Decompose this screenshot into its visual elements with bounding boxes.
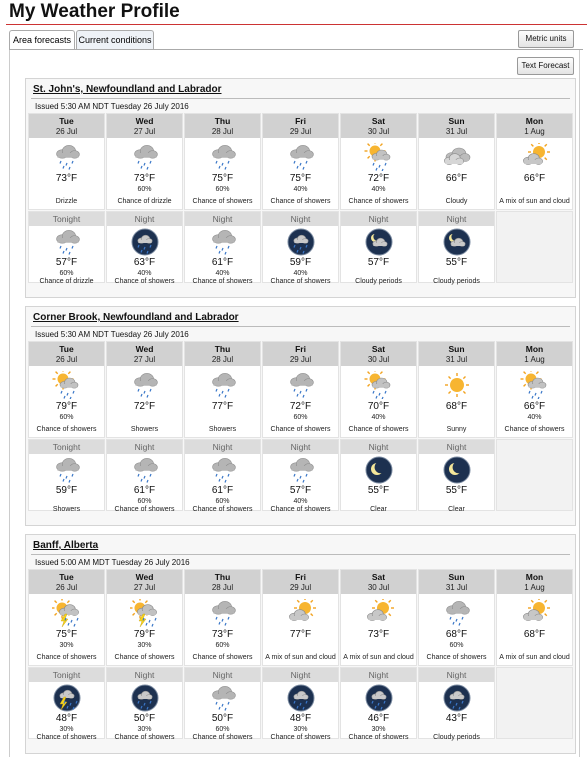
condition-text: Chance of showers: [504, 426, 565, 433]
precip-chance: 40%: [293, 186, 308, 193]
moon-cloud-icon: [442, 228, 472, 256]
day-forecast-cell: [106, 569, 183, 666]
condition-text: Chance of showers: [426, 654, 487, 661]
moon-clear-icon: [442, 456, 472, 484]
day-date: 27 Jul: [133, 355, 156, 364]
low-temperature: 57°F: [55, 257, 78, 268]
day-header: [341, 114, 416, 138]
issued-time: Issued 5:30 AM NDT Tuesday 26 July 2016: [35, 102, 189, 111]
low-temperature: 61°F: [133, 485, 156, 496]
precip-chance: 60%: [137, 186, 152, 193]
day-header: [185, 570, 260, 594]
low-temperature: 48°F: [289, 713, 312, 724]
night-forecast-cell: [106, 667, 183, 739]
high-temperature: 72°F: [133, 401, 156, 412]
low-temperature: 50°F: [211, 713, 234, 724]
day-header: [263, 114, 338, 138]
night-forecast-cell: [418, 667, 495, 739]
day-date: 1 Aug: [524, 583, 545, 592]
night-forecast-cell: [184, 667, 261, 739]
condition-text: Clear: [370, 506, 387, 513]
day-forecast-cell: [262, 569, 339, 666]
condition-text: Chance of showers: [36, 426, 97, 433]
moon-cloud-icon: [364, 228, 394, 256]
moon-showers-icon: [130, 684, 160, 712]
cloud-showers-icon: [286, 371, 316, 399]
moon-showers-icon: [286, 228, 316, 256]
day-forecast-cell: [496, 569, 573, 666]
night-forecast-cell: [28, 439, 105, 511]
condition-text: Chance of showers: [192, 278, 253, 285]
low-temperature: 55°F: [445, 485, 468, 496]
precip-chance: 40%: [371, 186, 386, 193]
night-header: Night: [107, 212, 182, 226]
low-temperature: 43°F: [445, 713, 468, 724]
condition-text: Chance of showers: [348, 734, 409, 741]
night-header: Tonight: [29, 440, 104, 454]
condition-text: Drizzle: [55, 198, 78, 205]
precip-chance: 40%: [137, 270, 152, 277]
day-header: [419, 114, 494, 138]
day-date: 29 Jul: [289, 355, 312, 364]
day-name: Sat: [371, 572, 386, 582]
day-name: Fri: [295, 116, 306, 126]
section-divider: [31, 554, 570, 555]
condition-text: Showers: [130, 426, 159, 433]
day-header: [497, 570, 572, 594]
sun-cloud-thunder-icon: [52, 599, 82, 627]
day-header: [341, 570, 416, 594]
day-date: 29 Jul: [289, 583, 312, 592]
low-temperature: 61°F: [211, 257, 234, 268]
condition-text: A mix of sun and cloud: [343, 654, 414, 661]
low-temperature: 55°F: [445, 257, 468, 268]
low-temperature: 46°F: [367, 713, 390, 724]
high-temperature: 66°F: [523, 173, 546, 184]
sun-cloud-icon: [520, 599, 550, 627]
high-temperature: 68°F: [445, 401, 468, 412]
condition-text: Cloudy periods: [355, 278, 402, 285]
day-header: [419, 570, 494, 594]
precip-chance: 60%: [449, 642, 464, 649]
sun-cloud-showers-icon: [364, 143, 394, 171]
day-forecast-cell: [418, 113, 495, 210]
day-date: 31 Jul: [445, 583, 468, 592]
precip-chance: 40%: [293, 270, 308, 277]
condition-text: Chance of showers: [270, 734, 331, 741]
sun-cloud-thunder-icon: [130, 599, 160, 627]
day-date: 30 Jul: [367, 127, 390, 136]
page-title: My Weather Profile: [9, 1, 180, 22]
condition-text: Chance of showers: [348, 426, 409, 433]
metric-units-button[interactable]: Metric units: [518, 30, 574, 48]
condition-text: Chance of drizzle: [39, 278, 94, 285]
condition-text: Chance of showers: [114, 506, 175, 513]
moon-thunder-icon: [52, 684, 82, 712]
day-name: Sat: [371, 344, 386, 354]
cloud-showers-icon: [208, 228, 238, 256]
condition-text: Chance of showers: [36, 734, 97, 741]
cloud-showers-icon: [208, 371, 238, 399]
precip-chance: 40%: [527, 414, 542, 421]
condition-text: Chance of showers: [36, 654, 97, 661]
night-header: Night: [341, 440, 416, 454]
night-forecast-cell: [262, 439, 339, 511]
day-header: [185, 114, 260, 138]
cloud-showers-icon: [52, 456, 82, 484]
condition-text: Chance of showers: [114, 278, 175, 285]
issued-time: Issued 5:00 AM MDT Tuesday 26 July 2016: [35, 558, 190, 567]
sun-cloud-showers-icon: [364, 371, 394, 399]
day-name: Tue: [59, 572, 74, 582]
day-name: Wed: [135, 572, 154, 582]
high-temperature: 66°F: [523, 401, 546, 412]
high-temperature: 77°F: [211, 401, 234, 412]
day-date: 30 Jul: [367, 355, 390, 364]
night-header: Night: [341, 212, 416, 226]
day-date: 27 Jul: [133, 127, 156, 136]
day-name: Mon: [525, 572, 544, 582]
night-forecast-cell: [28, 667, 105, 739]
day-date: 28 Jul: [211, 583, 234, 592]
condition-text: Chance of showers: [192, 506, 253, 513]
precip-chance: 30%: [137, 726, 152, 733]
cloud-showers-icon: [130, 143, 160, 171]
day-forecast-cell: [340, 341, 417, 438]
precip-chance: 60%: [137, 498, 152, 505]
night-header: Night: [263, 668, 338, 682]
day-header: [263, 342, 338, 366]
precip-chance: 60%: [215, 642, 230, 649]
precip-chance: 30%: [137, 642, 152, 649]
location-link[interactable]: Corner Brook, Newfoundland and Labrador: [33, 312, 239, 323]
day-forecast-cell: [340, 113, 417, 210]
section-divider: [31, 326, 570, 327]
location-link[interactable]: St. John's, Newfoundland and Labrador: [33, 84, 222, 95]
high-temperature: 66°F: [445, 173, 468, 184]
precip-chance: 30%: [371, 726, 386, 733]
high-temperature: 68°F: [523, 629, 546, 640]
condition-text: Cloudy periods: [433, 734, 480, 741]
night-header: Night: [419, 440, 494, 454]
high-temperature: 73°F: [211, 629, 234, 640]
sun-cloud-icon: [364, 599, 394, 627]
day-header: [107, 114, 182, 138]
cloud-icon: [442, 143, 472, 171]
day-name: Thu: [214, 572, 231, 582]
day-forecast-cell: [184, 341, 261, 438]
night-header: Tonight: [29, 212, 104, 226]
precip-chance: 40%: [371, 414, 386, 421]
day-date: 28 Jul: [211, 127, 234, 136]
night-forecast-cell: [28, 211, 105, 283]
condition-text: Sunny: [446, 426, 467, 433]
day-forecast-cell: [418, 341, 495, 438]
text-forecast-button[interactable]: Text Forecast: [517, 57, 574, 75]
day-header: [185, 342, 260, 366]
day-forecast-cell: [262, 341, 339, 438]
condition-text: Cloudy: [445, 198, 468, 205]
high-temperature: 73°F: [133, 173, 156, 184]
low-temperature: 59°F: [289, 257, 312, 268]
day-header: [341, 342, 416, 366]
night-forecast-cell: [340, 439, 417, 511]
condition-text: Chance of drizzle: [117, 198, 172, 205]
day-header: [107, 342, 182, 366]
cloud-drizzle-icon: [52, 143, 82, 171]
condition-text: Cloudy periods: [433, 278, 480, 285]
cloud-showers-icon: [208, 456, 238, 484]
night-forecast-cell: [184, 439, 261, 511]
sun-cloud-icon: [520, 143, 550, 171]
day-forecast-cell: [28, 113, 105, 210]
day-forecast-cell: [340, 569, 417, 666]
night-header: Night: [185, 668, 260, 682]
precip-chance: 30%: [59, 642, 74, 649]
night-header: Tonight: [29, 668, 104, 682]
tab-area-forecasts[interactable]: Area forecasts: [9, 30, 75, 50]
day-date: 29 Jul: [289, 127, 312, 136]
day-date: 1 Aug: [524, 127, 545, 136]
moon-showers-icon: [286, 684, 316, 712]
condition-text: Chance of showers: [270, 506, 331, 513]
sun-cloud-icon: [286, 599, 316, 627]
day-forecast-cell: [184, 113, 261, 210]
day-forecast-cell: [496, 341, 573, 438]
low-temperature: 63°F: [133, 257, 156, 268]
condition-text: Chance of showers: [270, 426, 331, 433]
sun-icon: [442, 371, 472, 399]
high-temperature: 68°F: [445, 629, 468, 640]
day-date: 1 Aug: [524, 355, 545, 364]
condition-text: Chance of showers: [114, 654, 175, 661]
condition-text: Chance of showers: [192, 734, 253, 741]
night-header: Night: [263, 440, 338, 454]
precip-chance: 30%: [293, 726, 308, 733]
day-date: 26 Jul: [55, 355, 78, 364]
empty-night-cell: [496, 667, 573, 739]
day-name: Sun: [448, 116, 465, 126]
forecast-section: [25, 78, 576, 298]
day-forecast-cell: [28, 341, 105, 438]
high-temperature: 75°F: [211, 173, 234, 184]
condition-text: A mix of sun and cloud: [499, 198, 570, 205]
day-forecast-cell: [418, 569, 495, 666]
day-forecast-cell: [28, 569, 105, 666]
night-forecast-cell: [106, 439, 183, 511]
day-name: Wed: [135, 116, 154, 126]
night-header: Night: [185, 212, 260, 226]
condition-text: A mix of sun and cloud: [499, 654, 570, 661]
day-name: Mon: [525, 116, 544, 126]
condition-text: Clear: [448, 506, 465, 513]
cloud-showers-icon: [208, 684, 238, 712]
low-temperature: 59°F: [55, 485, 78, 496]
title-divider: [6, 24, 587, 25]
cloud-showers-icon: [130, 371, 160, 399]
night-header: Night: [107, 440, 182, 454]
night-forecast-cell: [184, 211, 261, 283]
moon-showers-icon: [442, 684, 472, 712]
day-forecast-cell: [106, 341, 183, 438]
day-date: 27 Jul: [133, 583, 156, 592]
high-temperature: 77°F: [289, 629, 312, 640]
high-temperature: 79°F: [133, 629, 156, 640]
condition-text: Chance of showers: [348, 198, 409, 205]
cloud-showers-icon: [286, 143, 316, 171]
low-temperature: 57°F: [367, 257, 390, 268]
precip-chance: 40%: [215, 270, 230, 277]
precip-chance: 40%: [293, 498, 308, 505]
precip-chance: 60%: [293, 414, 308, 421]
sun-cloud-showers-icon: [52, 371, 82, 399]
night-header: Night: [263, 212, 338, 226]
tab-current-conditions[interactable]: Current conditions: [76, 30, 154, 49]
precip-chance: 60%: [59, 414, 74, 421]
forecast-section: [25, 534, 576, 754]
day-header: [497, 342, 572, 366]
low-temperature: 61°F: [211, 485, 234, 496]
precip-chance: 60%: [215, 498, 230, 505]
day-header: [419, 342, 494, 366]
day-header: [263, 570, 338, 594]
precip-chance: 30%: [59, 726, 74, 733]
moon-showers-icon: [364, 684, 394, 712]
high-temperature: 72°F: [367, 173, 390, 184]
day-header: [29, 114, 104, 138]
low-temperature: 50°F: [133, 713, 156, 724]
day-name: Mon: [525, 344, 544, 354]
night-forecast-cell: [340, 211, 417, 283]
night-header: Night: [107, 668, 182, 682]
day-header: [107, 570, 182, 594]
day-forecast-cell: [184, 569, 261, 666]
cloud-showers-icon: [208, 143, 238, 171]
night-header: Night: [185, 440, 260, 454]
cloud-showers-icon: [208, 599, 238, 627]
night-forecast-cell: [106, 211, 183, 283]
high-temperature: 75°F: [55, 629, 78, 640]
cloud-showers-icon: [130, 456, 160, 484]
condition-text: Chance of showers: [114, 734, 175, 741]
cloud-drizzle-icon: [52, 228, 82, 256]
location-link[interactable]: Banff, Alberta: [33, 540, 99, 551]
condition-text: A mix of sun and cloud: [265, 654, 336, 661]
low-temperature: 55°F: [367, 485, 390, 496]
day-name: Sun: [448, 572, 465, 582]
high-temperature: 73°F: [367, 629, 390, 640]
day-name: Tue: [59, 116, 74, 126]
day-forecast-cell: [496, 113, 573, 210]
high-temperature: 79°F: [55, 401, 78, 412]
condition-text: Showers: [52, 506, 81, 513]
condition-text: Chance of showers: [270, 198, 331, 205]
high-temperature: 73°F: [55, 173, 78, 184]
low-temperature: 57°F: [289, 485, 312, 496]
day-date: 26 Jul: [55, 583, 78, 592]
precip-chance: 60%: [59, 270, 74, 277]
day-date: 26 Jul: [55, 127, 78, 136]
day-name: Thu: [214, 344, 231, 354]
day-header: [29, 570, 104, 594]
day-forecast-cell: [262, 113, 339, 210]
night-forecast-cell: [340, 667, 417, 739]
day-date: 31 Jul: [445, 355, 468, 364]
day-date: 30 Jul: [367, 583, 390, 592]
night-forecast-cell: [418, 211, 495, 283]
precip-chance: 60%: [215, 726, 230, 733]
night-header: Night: [341, 668, 416, 682]
day-name: Thu: [214, 116, 231, 126]
night-forecast-cell: [418, 439, 495, 511]
day-header: [29, 342, 104, 366]
section-divider: [31, 98, 570, 99]
moon-clear-icon: [364, 456, 394, 484]
night-header: Night: [419, 668, 494, 682]
precip-chance: 60%: [215, 186, 230, 193]
moon-showers-icon: [130, 228, 160, 256]
day-name: Sun: [448, 344, 465, 354]
night-forecast-cell: [262, 211, 339, 283]
empty-night-cell: [496, 439, 573, 511]
cloud-showers-icon: [442, 599, 472, 627]
condition-text: Chance of showers: [270, 278, 331, 285]
condition-text: Showers: [208, 426, 237, 433]
high-temperature: 72°F: [289, 401, 312, 412]
issued-time: Issued 5:30 AM NDT Tuesday 26 July 2016: [35, 330, 189, 339]
day-header: [497, 114, 572, 138]
night-forecast-cell: [262, 667, 339, 739]
condition-text: Chance of showers: [192, 198, 253, 205]
low-temperature: 48°F: [55, 713, 78, 724]
sun-cloud-showers-icon: [520, 371, 550, 399]
high-temperature: 75°F: [289, 173, 312, 184]
night-header: Night: [419, 212, 494, 226]
forecast-section: [25, 306, 576, 526]
cloud-showers-icon: [286, 456, 316, 484]
high-temperature: 70°F: [367, 401, 390, 412]
day-name: Wed: [135, 344, 154, 354]
day-date: 28 Jul: [211, 355, 234, 364]
day-name: Fri: [295, 344, 306, 354]
day-date: 31 Jul: [445, 127, 468, 136]
day-name: Tue: [59, 344, 74, 354]
day-name: Sat: [371, 116, 386, 126]
condition-text: Chance of showers: [192, 654, 253, 661]
empty-night-cell: [496, 211, 573, 283]
day-forecast-cell: [106, 113, 183, 210]
day-name: Fri: [295, 572, 306, 582]
